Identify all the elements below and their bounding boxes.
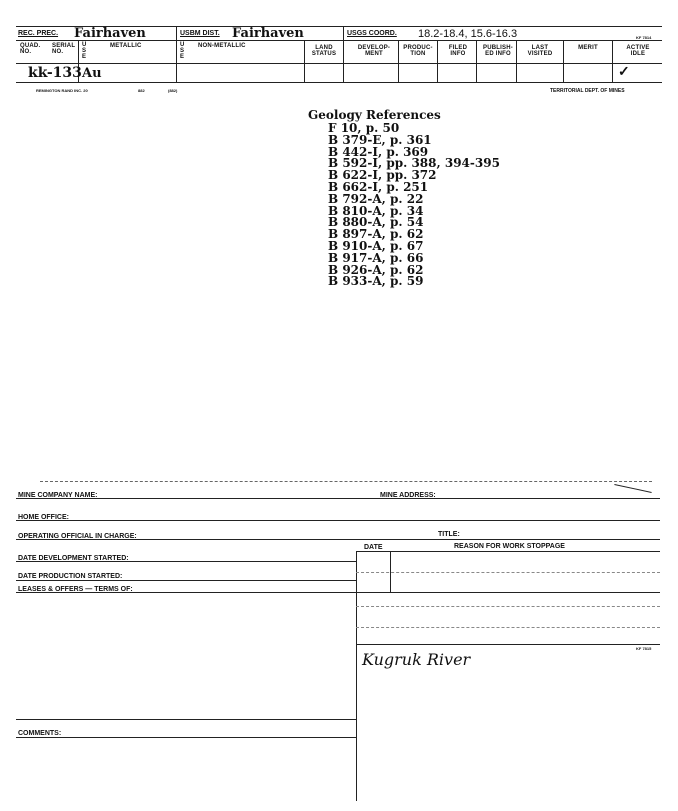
metallic-value: Au xyxy=(82,66,102,81)
geology-title: Geology References xyxy=(308,108,441,122)
comments-label: COMMENTS: xyxy=(18,730,62,737)
col-divider-last xyxy=(563,40,564,82)
stoppage-row-2 xyxy=(356,606,660,607)
active-idle-label: ACTIVE IDLE xyxy=(626,45,650,57)
col-divider-land xyxy=(304,40,305,82)
comments-top-rule xyxy=(16,719,356,720)
date-prod-rule xyxy=(16,580,356,581)
rec-prec-label: REC. PREC. xyxy=(18,30,59,37)
home-office-label: HOME OFFICE: xyxy=(18,514,69,521)
geology-reference-item: B 592-I, pp. 388, 394-395 xyxy=(328,156,500,171)
usbm-dist-label: USBM DIST. xyxy=(180,30,220,37)
metallic-label: METALLIC xyxy=(110,43,142,49)
reason-label: REASON FOR WORK STOPPAGE xyxy=(454,543,565,550)
geology-reference-item: B 379-E, p. 361 xyxy=(328,132,432,147)
lower-top-rule xyxy=(40,481,652,482)
non-metallic-label: NON-METALLIC xyxy=(198,43,246,49)
header-row2-rule xyxy=(16,63,662,64)
serial-no-label: SERIAL NO. xyxy=(52,43,76,55)
handwritten-note: Kugruk River xyxy=(362,650,471,669)
use-label-nonmetallic: U S E xyxy=(180,42,185,60)
quad-no-value: kk-133 xyxy=(28,65,82,81)
geology-reference-item: F 10, p. 50 xyxy=(328,121,400,135)
stoppage-row-3 xyxy=(356,627,660,628)
geology-reference-item: B 442-I, p. 369 xyxy=(328,144,429,159)
geology-reference-item: B 662-I, p. 251 xyxy=(328,179,429,194)
dept-line: TERRITORIAL DEPT. OF MINES xyxy=(550,88,625,94)
operating-official-label: OPERATING OFFICIAL IN CHARGE: xyxy=(18,533,137,540)
geology-reference-item: B 622-I, pp. 372 xyxy=(328,168,437,183)
stray-mark xyxy=(614,484,651,493)
last-visited-label: LAST VISITED xyxy=(527,45,553,57)
use-label-metallic: U S E xyxy=(82,42,87,60)
published-info-label: PUBLISH-ED INFO xyxy=(483,45,513,57)
col-divider-merit xyxy=(612,40,613,82)
geology-reference-item: B 792-A, p. 22 xyxy=(328,191,424,206)
stoppage-row-1 xyxy=(356,572,660,573)
land-status-label: LAND STATUS xyxy=(311,45,337,57)
geology-reference-item: B 910-A, p. 67 xyxy=(328,238,424,253)
mine-company-label: MINE COMPANY NAME: xyxy=(18,492,98,499)
printer-code-1: 882 xyxy=(138,88,145,93)
date-header-rule xyxy=(356,551,660,552)
leases-label: LEASES & OFFERS — TERMS OF: xyxy=(18,586,133,593)
geology-reference-item: B 917-A, p. 66 xyxy=(328,250,424,265)
geology-reference-item: B 926-A, p. 62 xyxy=(328,262,424,277)
geology-reference-item: B 897-A, p. 62 xyxy=(328,227,424,242)
date-dev-label: DATE DEVELOPMENT STARTED: xyxy=(18,555,129,562)
printer-code-2: (882) xyxy=(168,88,178,93)
date-col-label: DATE xyxy=(364,544,383,551)
form-code: KF 7814 xyxy=(636,35,652,40)
col-divider-filed xyxy=(476,40,477,82)
merit-label: MERIT xyxy=(578,45,598,51)
title-label: TITLE: xyxy=(438,531,460,538)
quad-no-label: QUAD. NO. xyxy=(20,43,41,55)
form-code-2: KF 7815 xyxy=(636,646,652,651)
stoppage-row-4 xyxy=(356,644,660,645)
col-divider-prod xyxy=(437,40,438,82)
geology-reference-item: B 933-A, p. 59 xyxy=(328,274,424,289)
mine-address-label: MINE ADDRESS: xyxy=(380,492,436,499)
mine-company-rule xyxy=(16,498,660,499)
col-divider-pub xyxy=(516,40,517,82)
geology-reference-item: B 810-A, p. 34 xyxy=(328,203,424,218)
geology-reference-item: B 880-A, p. 54 xyxy=(328,215,424,230)
stoppage-left-border xyxy=(356,551,357,801)
filed-info-label: FILED INFO xyxy=(448,45,468,57)
active-idle-mark: ✓ xyxy=(618,63,630,79)
geology-references-list xyxy=(328,123,500,288)
printer-line: REMINGTON RAND INC. 20 xyxy=(36,88,88,93)
header-bottom-rule xyxy=(16,82,662,83)
col-divider-1 xyxy=(176,26,177,82)
home-office-rule xyxy=(16,520,660,521)
comments-rule xyxy=(16,737,356,738)
col-divider-2 xyxy=(343,26,344,82)
production-label: PRODUC-TION xyxy=(403,45,433,57)
usgs-coord-value: 18.2-18.4, 15.6-16.3 xyxy=(418,28,518,40)
usgs-coord-label: USGS COORD. xyxy=(347,30,397,37)
col-divider-dev xyxy=(398,40,399,82)
development-label: DEVELOP-MENT xyxy=(357,45,391,57)
rec-prec-value: Fairhaven xyxy=(74,26,146,41)
usbm-dist-value: Fairhaven xyxy=(232,26,304,41)
date-prod-label: DATE PRODUCTION STARTED: xyxy=(18,573,123,580)
